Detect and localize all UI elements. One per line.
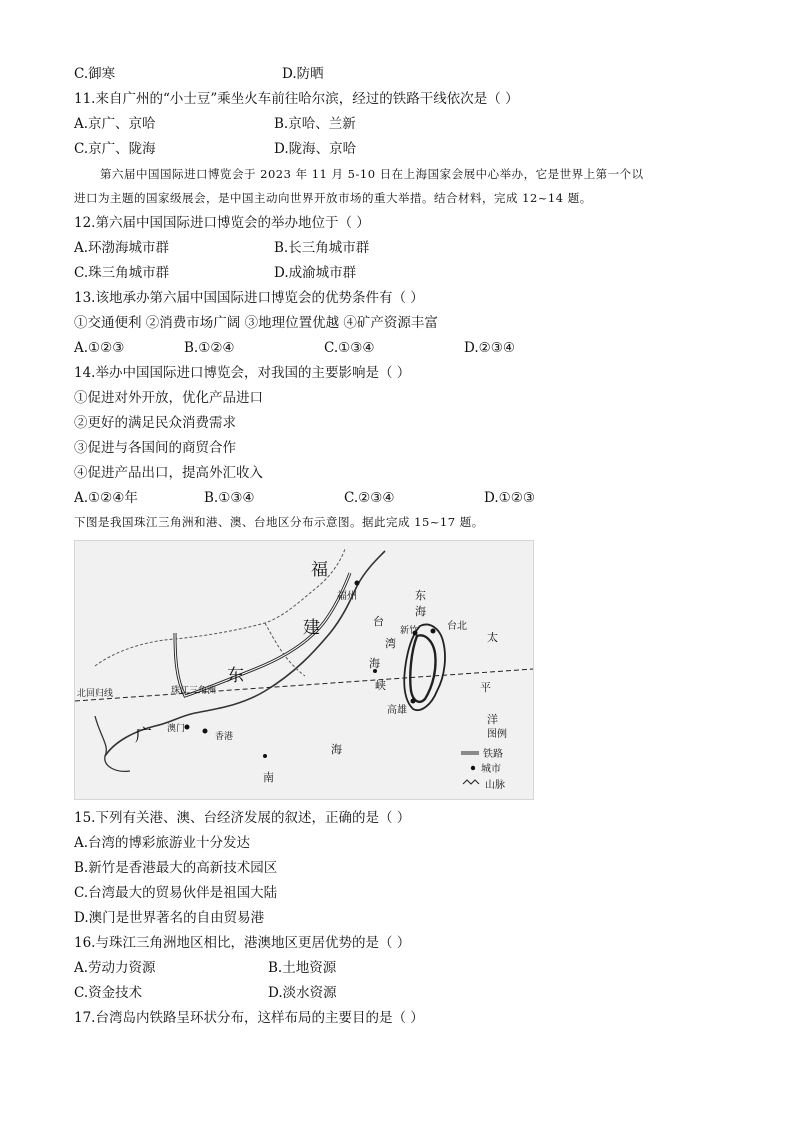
q15-option-d: D.澳门是世界著名的自由贸易港: [74, 910, 265, 926]
q13-option-c: C.①③④: [324, 340, 375, 356]
q14-option-d: D.①②③: [484, 490, 535, 506]
q14-item-1: ①促进对外开放，优化产品进口: [74, 390, 263, 406]
q17-stem: 17.台湾岛内铁路呈环状分布，这样布局的主要目的是（ ）: [74, 1010, 424, 1026]
label-hai3: 海: [331, 743, 342, 756]
q14-option-c: C.②③④: [344, 490, 395, 506]
railway-line: [175, 573, 350, 696]
q11-option-a: A.京广、京哈: [74, 116, 156, 132]
label-xinzhu: 新竹: [400, 626, 419, 636]
q14-option-b: B.①③④: [204, 490, 255, 506]
label-nan: 南: [263, 771, 274, 784]
q13-items: ①交通便利 ②消费市场广阔 ③地理位置优越 ④矿产资源丰富: [74, 315, 438, 331]
legend-mountain: 山脉: [485, 780, 505, 791]
q13-stem: 13.该地承办第六届中国国际进口博览会的优势条件有（ ）: [74, 290, 424, 306]
label-fuzhou: 福州: [337, 591, 357, 602]
label-tropic: 北回归线: [77, 689, 114, 699]
label-taibei: 台北: [447, 621, 467, 632]
q10-option-d: D.防晒: [282, 66, 324, 82]
q13-option-d: D.②③④: [464, 340, 515, 356]
q14-item-3: ③促进与各国间的商贸合作: [74, 440, 236, 456]
city-dot: [431, 629, 436, 634]
q13-option-b: B.①②④: [184, 340, 235, 356]
label-tai: 台: [373, 615, 384, 628]
label-yang: 洋: [487, 713, 498, 726]
label-aomen: 澳门: [167, 724, 186, 734]
q12-option-d: D.成渝城市群: [274, 265, 357, 281]
city-dot: [411, 699, 416, 704]
pearl-river-delta-map: [74, 540, 534, 800]
q16-option-a: A.劳动力资源: [74, 960, 156, 976]
q14-stem: 14.举办中国国际进口博览会，对我国的主要影响是（ ）: [74, 365, 411, 381]
q14-item-2: ②更好的满足民众消费需求: [74, 415, 236, 431]
legend-city: 城市: [481, 764, 501, 775]
q12-option-c: C.珠三角城市群: [74, 265, 170, 281]
passage1-line2: 进口为主题的国家级展会，是中国主动向世界开放市场的重大举措。结合材料，完成 12~14 题。: [74, 191, 592, 205]
q11-option-d: D.陇海、京哈: [274, 141, 357, 157]
label-guang: 广: [135, 726, 152, 746]
q14-item-4: ④促进产品出口，提高外汇收入: [74, 465, 263, 481]
tropic-of-cancer: [75, 669, 533, 701]
q15-option-c: C.台湾最大的贸易伙伴是祖国大陆: [74, 885, 278, 901]
q16-option-b: B.土地资源: [268, 960, 337, 976]
q15-stem: 15.下列有关港、澳、台经济发展的叙述，正确的是（ ）: [74, 810, 411, 826]
passage2: 下图是我国珠江三角洲和港、澳、台地区分布示意图。据此完成 15~17 题。: [74, 515, 484, 529]
q12-option-a: A.环渤海城市群: [74, 240, 170, 256]
legend-rail: 铁路: [483, 749, 503, 760]
label-hai: 海: [415, 605, 426, 618]
map-graphic: [75, 541, 533, 799]
q12-option-b: B.长三角城市群: [274, 240, 370, 256]
label-tai2: 太: [487, 631, 498, 644]
q11-option-c: C.京广、陇海: [74, 141, 156, 157]
label-dong: 东: [227, 666, 244, 686]
label-xia: 峡: [375, 679, 386, 692]
guangdong-boundary: [95, 549, 345, 666]
q13-option-a: A.①②③: [74, 340, 125, 356]
q15-option-b: B.新竹是香港最大的高新技术园区: [74, 860, 278, 876]
q16-option-d: D.淡水资源: [268, 985, 337, 1001]
q11-option-b: B.京哈、兰新: [274, 116, 356, 132]
label-wan: 湾: [385, 637, 396, 650]
city-dot: [203, 729, 208, 734]
label-jian: 建: [303, 618, 320, 638]
legend-mountain-symbol: [463, 780, 479, 784]
label-zhujiang: 珠江三角洲: [171, 686, 217, 696]
q14-option-a: A.①②④年: [74, 490, 138, 506]
label-dong-sea: 东: [415, 589, 426, 602]
label-fu: 福: [311, 560, 328, 580]
q10-option-c: C.御寒: [74, 66, 116, 82]
western-coast: [95, 716, 130, 771]
label-ping: 平: [480, 681, 491, 694]
q12-stem: 12.第六届中国国际进口博览会的举办地位于（ ）: [74, 215, 370, 231]
q11-stem: 11.来自广州的“小士豆”乘坐火车前往哈尔滨，经过的铁路干线依次是（ ）: [74, 91, 519, 107]
q16-option-c: C.资金技术: [74, 985, 143, 1001]
city-dot: [263, 754, 267, 758]
city-dot: [355, 581, 360, 586]
city-dot: [185, 725, 190, 730]
passage1-line1: 第六届中国国际进口博览会于 2023 年 11 月 5-10 日在上海国家会展中心举办，它是世界上第一个以: [100, 167, 644, 181]
taiwan-railway: [410, 635, 435, 701]
label-hai2: 海: [369, 657, 380, 670]
label-gaoxiong: 高雄: [387, 705, 407, 716]
q16-stem: 16.与珠江三角洲地区相比，港澳地区更居优势的是（ ）: [74, 935, 411, 951]
legend-title: 图例: [487, 729, 507, 740]
fujian-boundary: [265, 623, 305, 676]
label-xianggang: 香港: [215, 732, 234, 742]
legend-city-symbol: [471, 766, 475, 770]
q15-option-a: A.台湾的博彩旅游业十分发达: [74, 835, 251, 851]
